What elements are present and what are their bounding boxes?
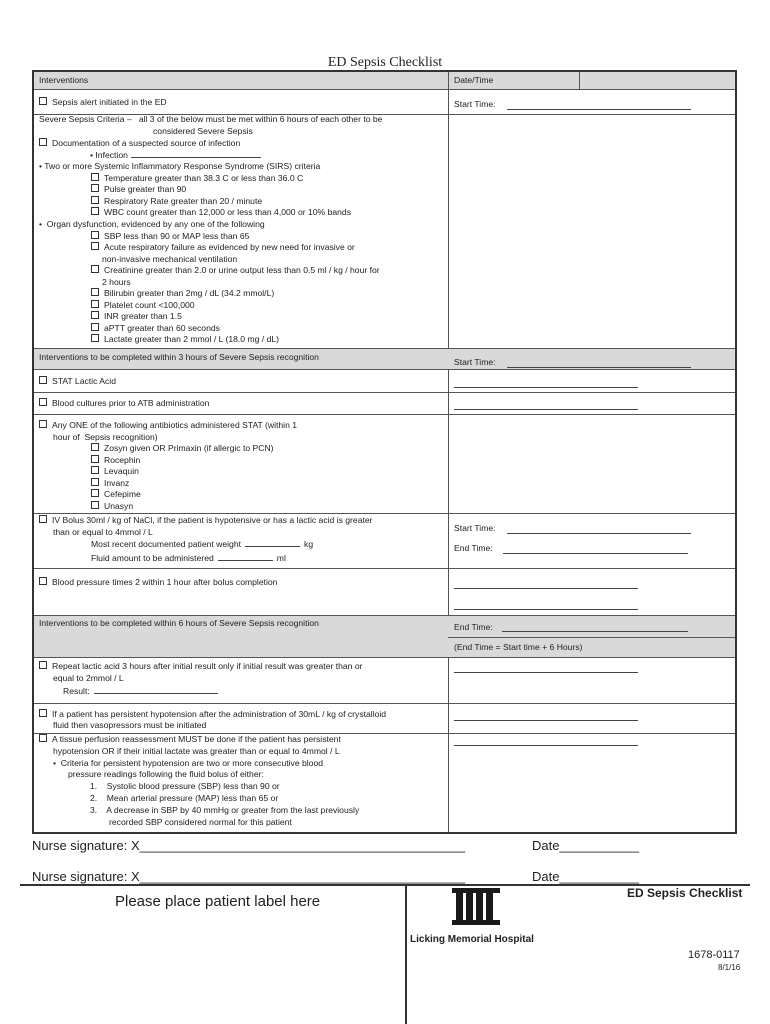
tissue-criteria-3b: recorded SBP considered normal for this patient [109,817,292,827]
organ-item-8[interactable]: aPTT greater than 60 seconds [91,323,220,335]
checkbox-icon[interactable] [91,478,99,486]
checkbox-icon[interactable] [39,661,47,669]
tissue-line2: hypotension OR if their initial lactate was greater than or equal to 4mmol / L [53,746,340,756]
sirs-heading: • Two or more Systemic Inflammatory Response Syndrome (SIRS) criteria [39,161,321,171]
persistent-line[interactable] [454,720,638,721]
persistent-item[interactable]: If a patient has persistent hypotension after the administration of 30mL / kg of crystalloid [39,709,386,721]
checkbox-icon[interactable] [39,515,47,523]
checkbox-icon[interactable] [91,311,99,319]
nurse-signature-1[interactable]: Nurse signature: X_____________________________________________ [32,838,466,853]
checkbox-icon[interactable] [91,300,99,308]
start-time-line[interactable] [507,109,691,110]
checkbox-icon[interactable] [91,207,99,215]
checkbox-icon[interactable] [39,577,47,585]
footer-vertical-divider [405,884,407,1024]
sirs-item-1[interactable]: Pulse greater than 90 [91,184,186,196]
organ-item-1b: non-invasive mechanical ventilation [102,254,238,264]
antibiotics-item[interactable]: Any ONE of the following antibiotics administered STAT (within 1 [39,420,297,432]
blood-cultures-line[interactable] [454,409,638,410]
checkbox-icon[interactable] [91,184,99,192]
checkbox-icon[interactable] [39,376,47,384]
organ-item-7[interactable]: INR greater than 1.5 [91,311,182,323]
organ-heading: • Organ dysfunction, evidenced by any one of the following [39,219,265,229]
bolus-end-line[interactable] [503,553,688,554]
section-6h-end-line[interactable] [502,631,688,632]
organ-item-1[interactable]: Acute respiratory failure as evidenced by new need for invasive or [91,242,355,254]
checklist-table [32,70,737,834]
nurse-signature-2[interactable]: Nurse signature: X_____________________________________________ [32,869,466,884]
bp-times-item[interactable]: Blood pressure times 2 within 1 hour after bolus completion [39,577,277,589]
section-3h-start-time: Start Time: [454,357,496,367]
header-date-time: Date/Time [454,75,494,85]
checkbox-icon[interactable] [91,196,99,204]
checkbox-icon[interactable] [91,455,99,463]
bolus-start-line[interactable] [507,533,691,534]
section-6h-end-note: (End Time = Start time + 6 Hours) [454,642,583,652]
weight-field[interactable]: Most recent documented patient weight kg [91,539,314,549]
section-6h-end-time: End Time: [454,622,493,632]
antibiotics-line2: hour of Sepsis recognition) [53,432,158,442]
hospital-logo [450,886,502,926]
checkbox-icon[interactable] [39,734,47,742]
organ-item-9[interactable]: Lactate greater than 2 mmol / L (18.0 mg / dL) [91,334,279,346]
tissue-line4: pressure readings following the fluid bolus of either: [68,769,264,779]
repeat-lactic-line2: equal to 2mmol / L [53,673,124,683]
antibiotic-5[interactable]: Unasyn [91,501,133,513]
iv-bolus-line2: than or equal to 4mmol / L [53,527,153,537]
antibiotic-4[interactable]: Cefepime [91,489,141,501]
checkbox-icon[interactable] [91,466,99,474]
tissue-criteria-1: 1. Systolic blood pressure (SBP) less than 90 or [90,781,280,791]
stat-lactic-item[interactable]: STAT Lactic Acid [39,376,116,388]
patient-label-area: Please place patient label here [115,893,321,910]
checkbox-icon[interactable] [91,489,99,497]
sirs-item-3[interactable]: WBC count greater than 12,000 or less than 4,000 or 10% bands [91,207,351,219]
page-title: ED Sepsis Checklist [327,55,443,70]
checkbox-icon[interactable] [39,398,47,406]
blood-cultures-item[interactable]: Blood cultures prior to ATB administration [39,398,209,410]
section-6h-label: Interventions to be completed within 6 hours of Severe Sepsis recognition [39,618,319,628]
checkbox-icon[interactable] [91,323,99,331]
infection-item: • Infection [90,150,261,162]
bolus-end-time: End Time: [454,543,493,553]
sirs-item-0[interactable]: Temperature greater than 38.3 C or less than 36.0 C [91,173,303,185]
organ-item-0[interactable]: SBP less than 90 or MAP less than 65 [91,231,249,243]
criteria-intro: Severe Sepsis Criteria – all 3 of the below must be met within 6 hours of each other to be [39,114,383,124]
sepsis-alert-item[interactable]: Sepsis alert initiated in the ED [39,97,167,109]
bp-line-2[interactable] [454,609,638,610]
header-interventions: Interventions [39,75,89,85]
tissue-item[interactable]: A tissue perfusion reassessment MUST be done if the patient has persistent [39,734,341,746]
sirs-item-2[interactable]: Respiratory Rate greater than 20 / minute [91,196,262,208]
antibiotic-1[interactable]: Rocephin [91,455,140,467]
form-number: 1678-0117 [688,949,740,961]
date-2[interactable]: Date___________ [532,869,639,884]
organ-item-3[interactable]: Creatinine greater than 2.0 or urine output less than 0.5 ml / kg / hour for [91,265,380,277]
date-1[interactable]: Date___________ [532,838,639,853]
bp-line-1[interactable] [454,588,638,589]
checkbox-icon[interactable] [39,420,47,428]
checkbox-icon[interactable] [91,288,99,296]
antibiotic-0[interactable]: Zosyn given OR Primaxin (if allergic to PCN) [91,443,274,455]
tissue-line[interactable] [454,745,638,746]
criteria-doc-item[interactable]: Documentation of a suspected source of infection [39,138,240,150]
checkbox-icon[interactable] [91,265,99,273]
checkbox-icon[interactable] [91,242,99,250]
hospital-name: Licking Memorial Hospital [410,934,534,945]
result-field[interactable]: Result: [63,686,218,698]
criteria-intro-2: considered Severe Sepsis [153,126,253,136]
checkbox-icon[interactable] [39,97,47,105]
organ-item-3b: 2 hours [102,277,131,287]
tissue-criteria-3: 3. A decrease in SBP by 40 mmHg or greater from the last previously [90,805,360,815]
section-3h-label: Interventions to be completed within 3 hours of Severe Sepsis recognition [39,352,319,362]
organ-item-6[interactable]: Platelet count <100,000 [91,300,195,312]
tissue-criteria-2: 2. Mean arterial pressure (MAP) less than 65 or [90,793,279,803]
checkbox-icon[interactable] [91,334,99,342]
footer-form-title: ED Sepsis Checklist [627,886,743,900]
bolus-start-time: Start Time: [454,523,496,533]
organ-item-5[interactable]: Bilirubin greater than 2mg / dL (34.2 mmol/L) [91,288,274,300]
repeat-lactic-item[interactable]: Repeat lactic acid 3 hours after initial result only if initial result was greater than or [39,661,362,673]
repeat-lactic-line[interactable] [454,672,638,673]
form-date: 8/1/16 [718,963,741,972]
checkbox-icon[interactable] [91,501,99,509]
section-3h-start-line[interactable] [507,367,691,368]
fluid-field[interactable]: Fluid amount to be administered ml [91,553,286,563]
sepsis-alert-start-time: Start Time: [454,99,496,109]
stat-lactic-line[interactable] [454,387,638,388]
antibiotic-3[interactable]: Invanz [91,478,129,490]
checkbox-icon[interactable] [39,709,47,717]
tissue-line3: • Criteria for persistent hypotension are two or more consecutive blood [53,758,324,768]
checkbox-icon[interactable] [91,173,99,181]
persistent-line2: fluid then vasopressors must be initiated [53,720,207,730]
checkbox-icon[interactable] [39,138,47,146]
checkbox-icon[interactable] [91,443,99,451]
antibiotic-2[interactable]: Levaquin [91,466,139,478]
table-header [34,72,735,89]
iv-bolus-item[interactable]: IV Bolus 30ml / kg of NaCl, if the patient is hypotensive or has a lactic acid is greater [39,515,373,527]
checkbox-icon[interactable] [91,231,99,239]
